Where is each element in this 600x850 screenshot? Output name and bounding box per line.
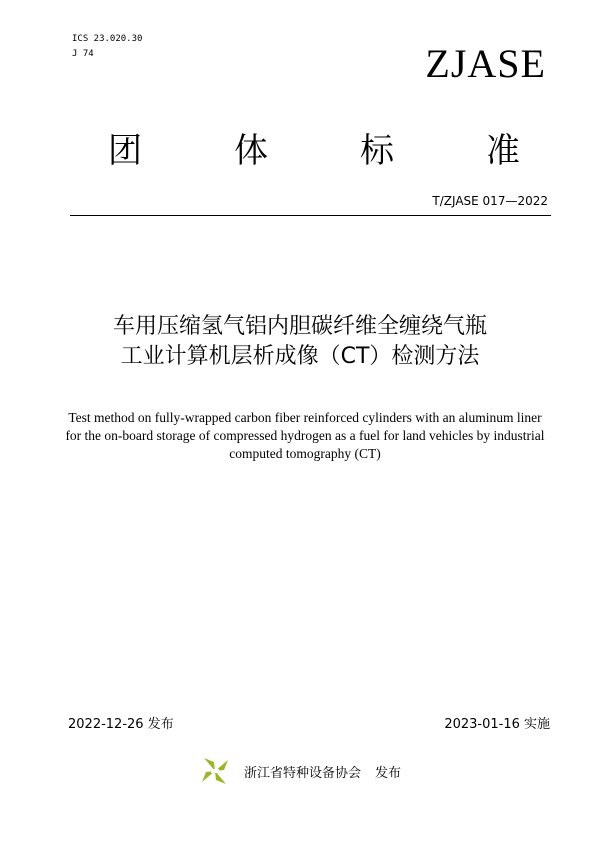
standard-type	[108, 128, 520, 174]
association-logo-icon	[200, 756, 230, 786]
title-line: 车用压缩氢气铝内胆碳纤维全缠绕气瓶	[112, 314, 487, 339]
publisher-name: 浙江省特种设备协会	[244, 765, 362, 781]
publisher	[200, 756, 401, 786]
publisher-action: 发布	[375, 765, 402, 781]
title-chinese	[0, 312, 600, 372]
ics-code: ICS 23.020.30	[72, 34, 143, 44]
standard-type-char: 体	[234, 131, 268, 171]
standard-type-char: 准	[486, 131, 520, 171]
title-english: Test method on fully-wrapped carbon fiber reinforced cylinders with an aluminum liner for the on-board storage of compressed hydrogen as a fuel for land vehicles by industrial computed tomography (CT)	[65, 410, 545, 461]
ccs-code: J 74	[72, 49, 94, 59]
divider	[70, 215, 551, 216]
classification-codes	[72, 32, 142, 62]
standard-code: T/ZJASE 017—2022	[432, 194, 548, 208]
implementation-date: 2023-01-16 实施	[444, 717, 550, 732]
title-line: 工业计算机层析成像（CT）检测方法	[120, 344, 480, 369]
standard-type-char: 标	[360, 131, 394, 171]
standard-type-char: 团	[108, 131, 142, 171]
brand-mark: ZJASE	[425, 41, 546, 86]
issue-date: 2022-12-26 发布	[68, 717, 174, 732]
